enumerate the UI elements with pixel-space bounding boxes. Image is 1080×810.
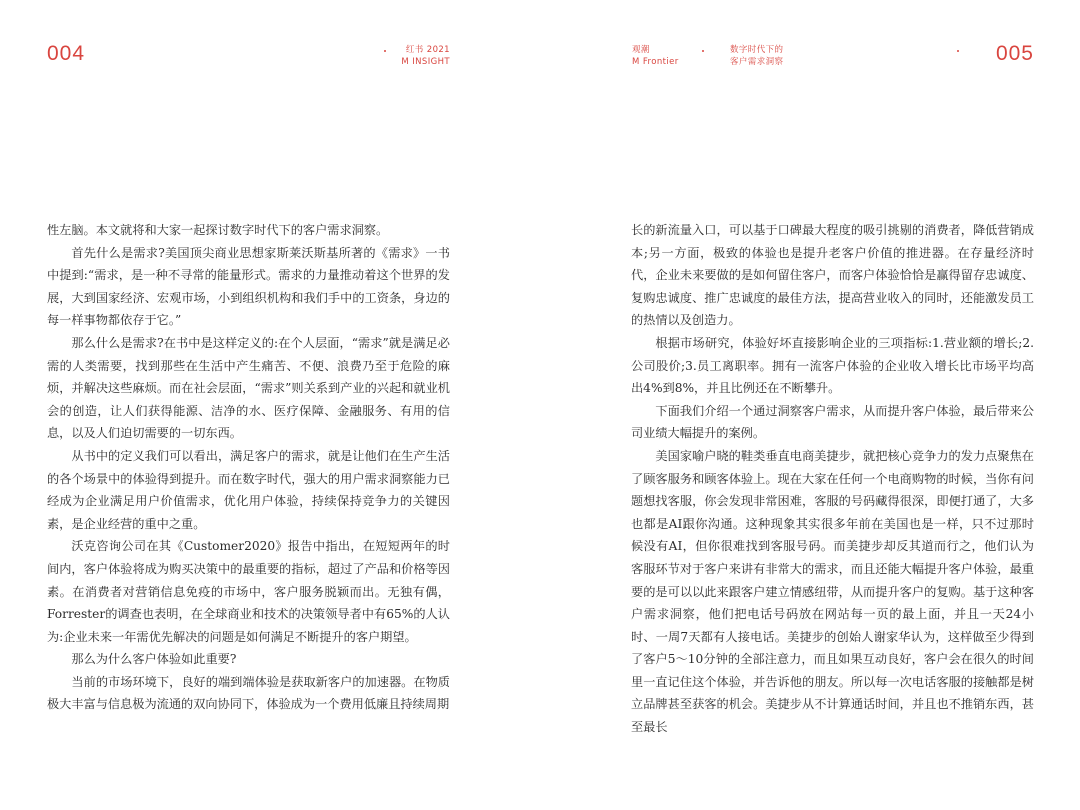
header-line: 客户需求洞察 [730, 57, 784, 67]
paragraph: 长的新流量入口，可以基于口碑最大程度的吸引挑剔的消费者，降低营销成本;另一方面，极致的体验也是提升老客户价值的推进器。在存量经济时代，企业未来要做的是如何留住客户，而客户体验恰恰是赢得留存忠诚度、复购忠诚度、推广忠诚度的最佳方法，提高营业收入的同时，还能激发员工的热情以及创造力。 [631, 223, 1034, 328]
running-header [730, 44, 783, 68]
header-line: M INSIGHT [401, 57, 450, 67]
paragraph: 首先什么是需求?美国顶尖商业思想家斯莱沃斯基所著的《需求》一书中提到:“需求，是一种不寻常的能量形式。需求的力量推动着这个世界的发展，大到国家经济、宏观市场，小到组织机构和我们手中的工资条，身边的每一样事物都依存于它。” [47, 245, 450, 328]
header-line: 红书 2021 [405, 45, 450, 55]
header-dot [957, 50, 959, 52]
paragraph: 下面我们介绍一个通过洞察客户需求，从而提升客户体验，最后带来公司业绩大幅提升的案例。 [631, 403, 1034, 441]
header-dot [384, 50, 386, 52]
right-page [540, 0, 1080, 810]
paragraph: 性左脑。本文就将和大家一起探讨数字时代下的客户需求洞察。 [47, 223, 389, 237]
page-number: 004 [47, 42, 86, 65]
paragraph: 从书中的定义我们可以看出，满足客户的需求，就是让他们在生产生活的各个场景中的体验得到提升。而在数字时代，强大的用户需求洞察能力已经成为企业满足用户价值需求，优化用户体验，持续保持竞争力的关键因素，是企业经营的重中之重。 [47, 448, 450, 531]
page-number: 005 [995, 42, 1034, 65]
header-line: 数字时代下的 [730, 45, 784, 55]
running-header [401, 44, 450, 68]
header-line: M Frontier [632, 57, 679, 67]
body-text [47, 219, 450, 716]
paragraph: 当前的市场环境下，良好的端到端体验是获取新客户的加速器。在物质极大丰富与信息极为流通的双向协同下，体验成为一个费用低廉且持续周期 [47, 674, 450, 712]
body-text [631, 219, 1034, 739]
header-dot [702, 50, 704, 52]
paragraph: 沃克咨询公司在其《Customer2020》报告中指出，在短短两年的时间内，客户体验将成为购买决策中的最重要的指标，超过了产品和价格等因素。在消费者对营销信息免疫的市场中，客户服务脱颖而出。无独有偶，Forrester的调查也表明，在全球商业和技术的决策领导者中有65%的人认为:企业未来一年需优先解决的问题是如何满足不断提升的客户期望。 [47, 539, 450, 644]
paragraph: 那么什么是需求?在书中是这样定义的:在个人层面，“需求”就是满足必需的人类需要，找到那些在生活中产生痛苦、不便、浪费乃至于危险的麻烦，并解决这些麻烦。而在社会层面，“需求”则关系到产业的兴起和就业机会的创造，让人们获得能源、洁净的水、医疗保障、金融服务、有用的信息，以及人们迫切需要的一切东西。 [47, 335, 450, 441]
running-header [632, 44, 679, 68]
paragraph: 根据市场研究，体验好坏直接影响企业的三项指标:1.营业额的增长;2.公司股价;3.员工离职率。拥有一流客户体验的企业收入增长比市场平均高出4%到8%，并且比例还在不断攀升。 [631, 335, 1034, 396]
header-line: 观潮 [632, 45, 650, 55]
paragraph: 美国家喻户晓的鞋类垂直电商美捷步，就把核心竞争力的发力点聚焦在了顾客服务和顾客体验上。现在大家在任何一个电商购物的时候，当你有问题想找客服，你会发现非常困难，客服的号码藏得很深，即便打通了，大多也都是AI跟你沟通。这种现象其实很多年前在美国也是一样，只不过那时候没有AI，但你很难找到客服号码。而美捷步却反其道而行之，他们认为客服环节对于客户来讲有非常大的需求，而且还能大幅提升客户体验，最重要的是可以以此来跟客户建立情感纽带，从而提升客户的复购。基于这种客户需求洞察，他们把电话号码放在网站每一页的最上面，并且一天24小时、一周7天都有人接电话。美捷步的创始人谢家华认为，这样做至少得到了客户5～10分钟的全部注意力，而且如果互动良好，客户会在很久的时间里一直记住这个体验，并告诉他的朋友。所以每一次电话客服的接触都是树立品牌甚至获客的机会。美捷步从不计算通话时间，并且也不推销东西，甚至最长 [631, 448, 1034, 735]
paragraph: 那么为什么客户体验如此重要? [71, 652, 237, 667]
